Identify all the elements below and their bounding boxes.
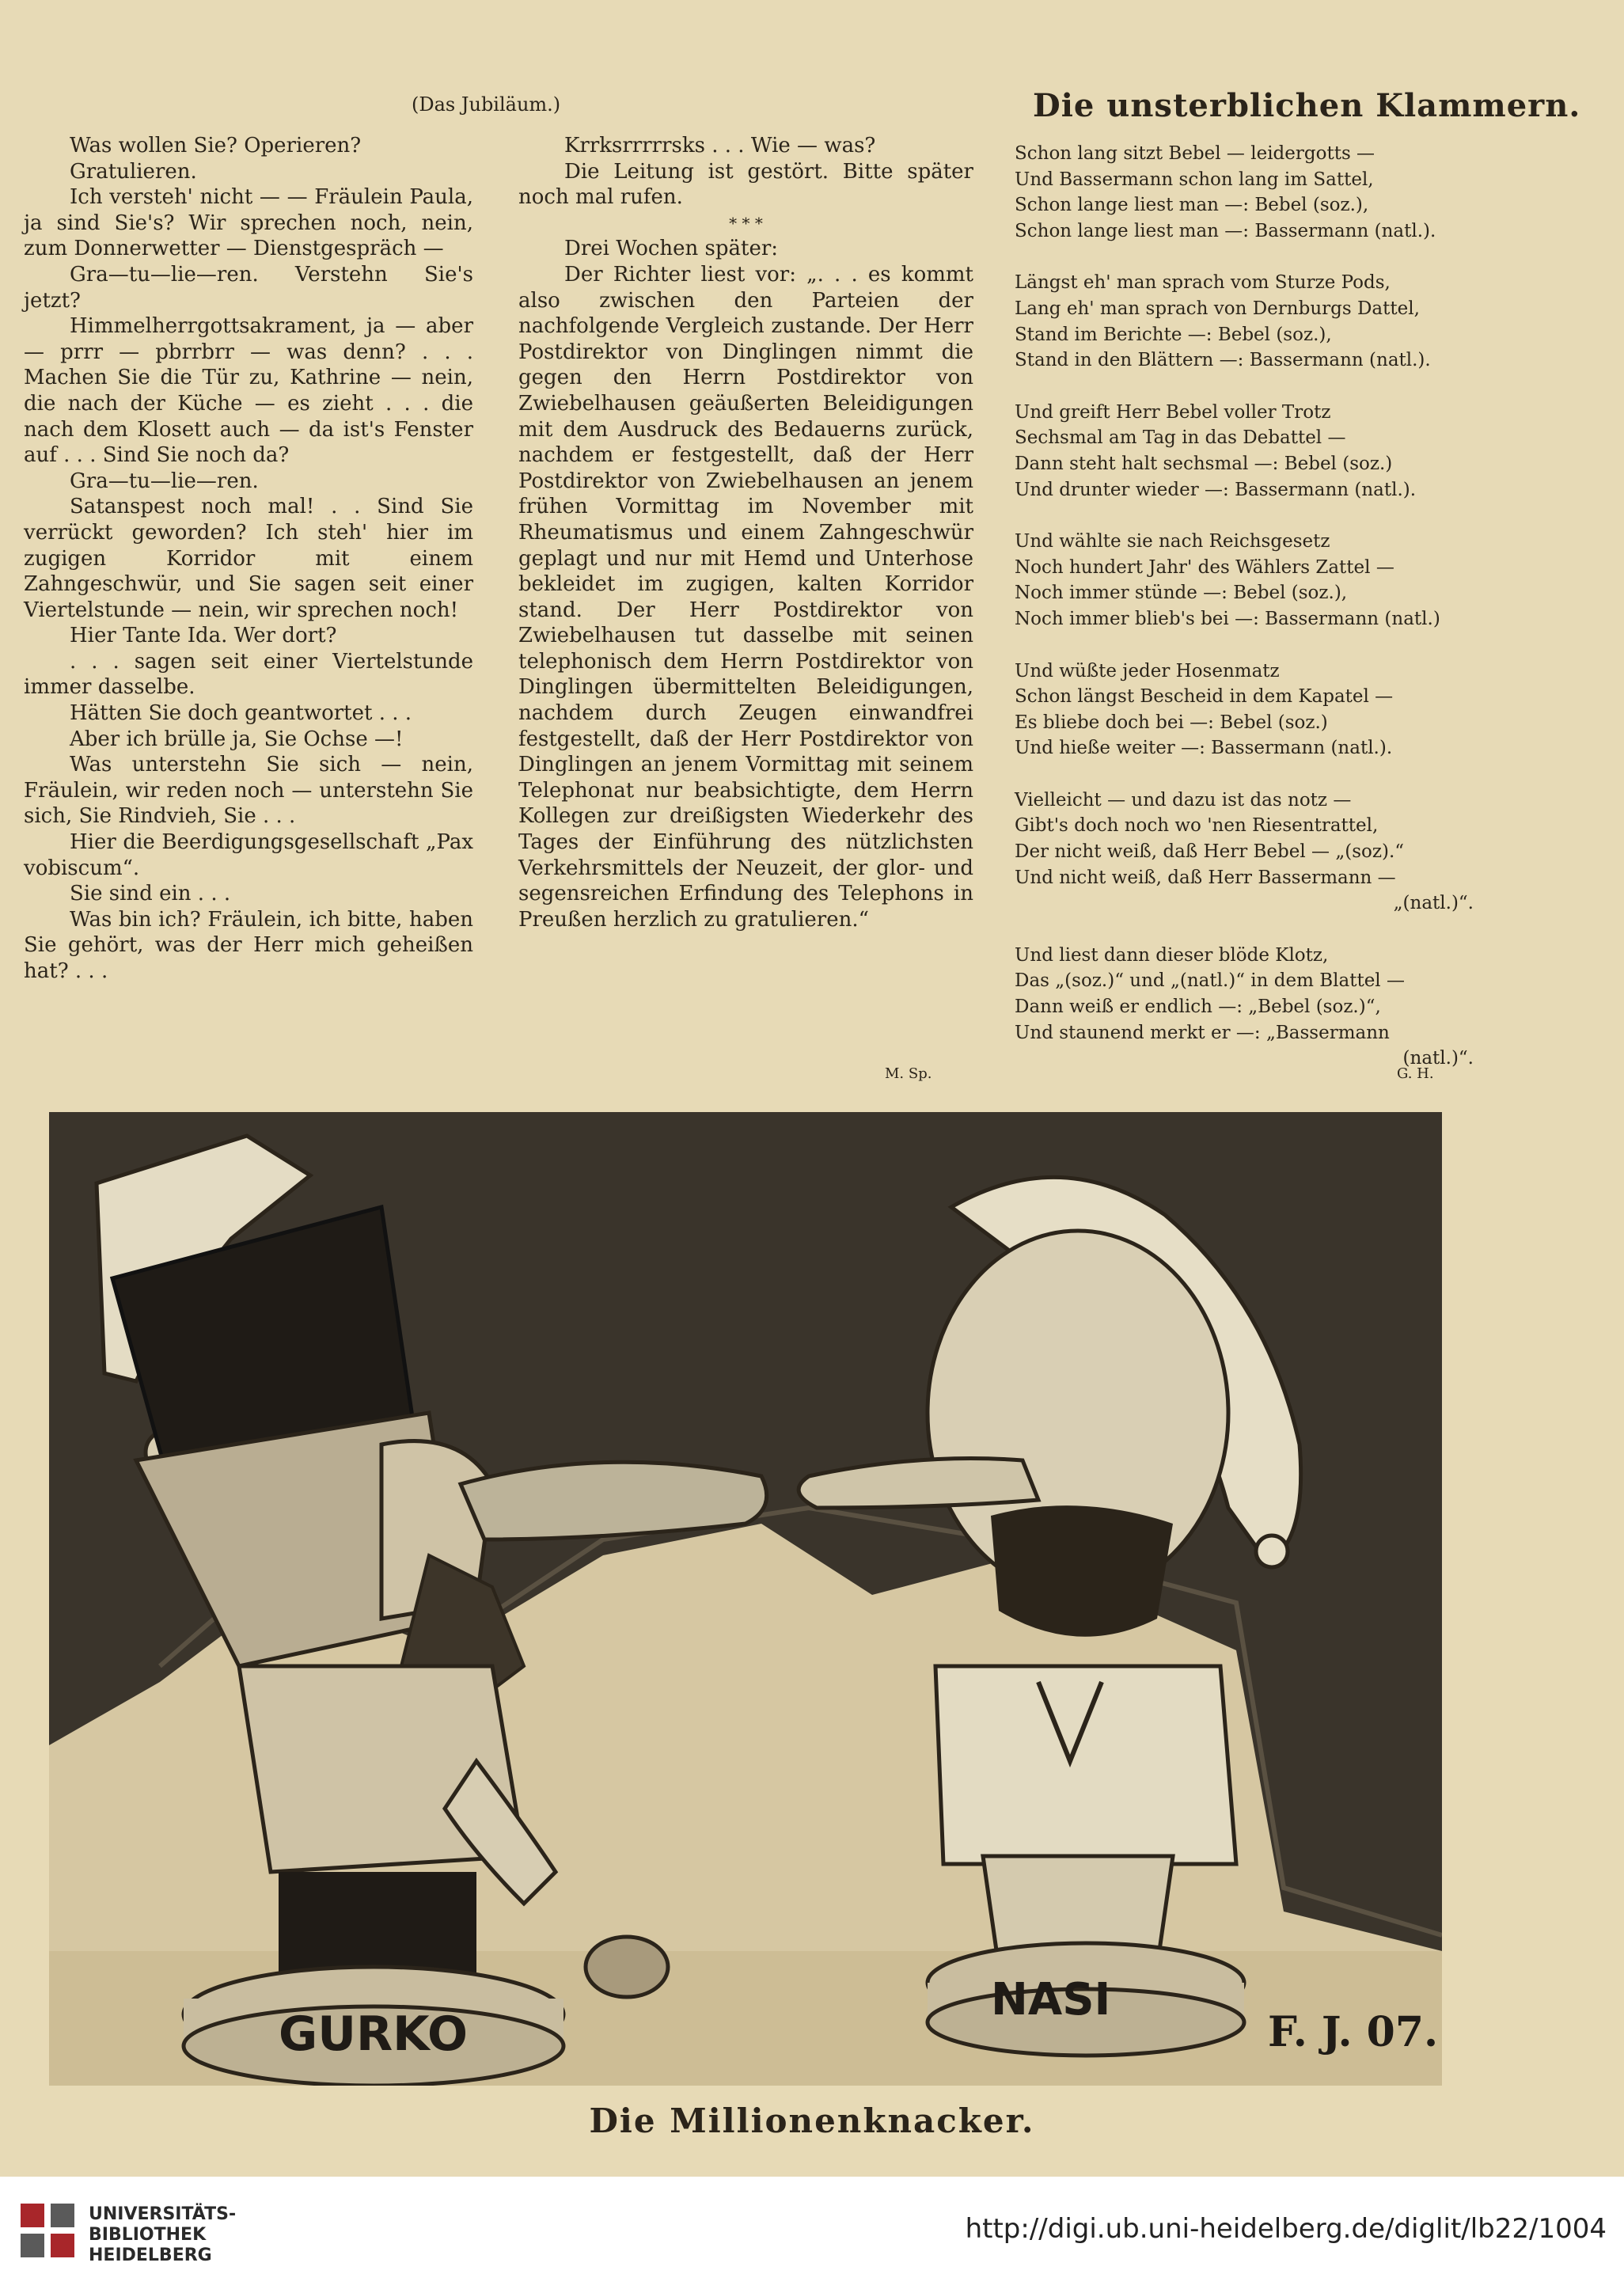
verse-line: Schon längst Bescheid in dem Kapatel — (1015, 686, 1394, 708)
stanza (1015, 943, 1474, 1072)
library-name-line: BIBLIOTHEK (89, 2225, 207, 2245)
paragraph: Was bin ich? Fräulein, ich bitte, haben Sie gehört, was der Herr mich geheißen hat? . . . (24, 907, 473, 983)
verse-line: (natl.)“. (1402, 1048, 1474, 1069)
paragraph: Der Richter liest vor: „. . . es kommt also zwischen den Parteien der nachfolgende Vergleich zustande. Der Herr Postdirektor von Dinglingen nimmt die gegen den Herrn Postdirektor von Zwiebelhausen geäußerten Beleidigungen mit dem Ausdruck des Bedauerns zurück, nachdem er festgestellt, daß der Herr Postdirektor von Zwiebelhausen an jenem frühen Vormittag im November mit Rheumatismus und einem Zahngeschwür geplagt und nur mit Hemd und Unterhose bekleidet im zugigen, kalten Korridor stand. Der Herr Postdirektor von Zwiebelhausen tut dasselbe mit seinen telephonisch dem Herrn Postdirektor von Dinglingen übermittelten Beleidigungen, nachdem durch Zeugen einwandfrei festgestellt, daß der Herr Postdirektor von Dinglingen an jenem Vormittag mit seinem Telephonat nur beabsichtigte, dem Herrn Kollegen zur dreißigsten Wiederkehr des Tages der Einführung des nützlichsten Verkehrsmittels der Neuzeit, der glor- und segensreichen Erfindung des Telephons in Preußen herzlich zu gratulieren.“ (518, 262, 973, 932)
paragraph: Krrksrrrrrsks . . . Wie — was? (564, 134, 876, 158)
stanza (1015, 141, 1474, 244)
label-nasi: NASI (991, 1974, 1111, 2025)
verse-line: Stand in den Blättern —: Bassermann (natl.). (1015, 350, 1431, 371)
library-name-line: HEIDELBERG (89, 2246, 212, 2265)
paragraph: Ich versteh' nicht — — Fräulein Paula, ja sind Sie's? Wir sprechen noch, nein, zum Donnerwetter — Dienstgespräch — (24, 185, 473, 261)
walnut (586, 1937, 668, 1997)
text-column-2 (518, 133, 973, 932)
paragraph: Gra—tu—lie—ren. Verstehn Sie's jetzt? (24, 262, 473, 313)
paragraph: Gra—tu—lie—ren. (70, 469, 259, 493)
nutcracker-illustration (49, 1112, 1442, 2086)
library-name-line: UNIVERSITÄTS- (89, 2204, 237, 2224)
verse-line: Und hieße weiter —: Bassermann (natl.). (1015, 738, 1393, 759)
paragraph: Hätten Sie doch geantwortet . . . (70, 701, 412, 726)
paragraph: Gratulieren. (70, 159, 197, 184)
stanza (1015, 659, 1474, 761)
source-url-link[interactable]: http://digi.ub.uni-heidelberg.de/diglit/lb22/1004 (965, 2213, 1607, 2245)
paragraph: Hier die Beerdigungsgesellschaft „Pax vobiscum“. (24, 830, 473, 880)
paragraph: Die Leitung ist gestört. Bitte später noch mal rufen. (518, 159, 973, 210)
verse-line: Und nicht weiß, daß Herr Bassermann — (1015, 867, 1396, 888)
poem-title: Die unsterblichen Klammern. (1033, 87, 1581, 124)
verse-line: Und greift Herr Bebel voller Trotz (1015, 401, 1331, 423)
verse-line: Und Bassermann schon lang im Sattel, (1015, 169, 1374, 190)
verse-line: Schon lange liest man —: Bebel (soz.), (1015, 195, 1369, 216)
signature: G. H. (1397, 1065, 1434, 1082)
paragraph: Was wollen Sie? Operieren? (70, 134, 362, 158)
paragraph: Satanspest noch mal! . . Sind Sie verrückt geworden? Ich steh' hier im zugigen Korridor mit einem Zahngeschwür, und Sie sagen seit einer Viertelstunde — nein, wir sprechen noch! (24, 495, 473, 622)
signature: M. Sp. (885, 1065, 932, 1082)
verse-line: Schon lange liest man —: Bassermann (natl.). (1015, 220, 1436, 241)
verse-line: Und wählte sie nach Reichsgesetz (1015, 531, 1330, 552)
cartoon-illustration (49, 1112, 1442, 2086)
stanza (1015, 270, 1474, 373)
paragraph: Was unterstehn Sie sich — nein, Fräulein, wir reden noch — unterstehn Sie sich, Sie Rindvieh, Sie . . . (24, 753, 473, 829)
verse-line: „(natl.)“. (1393, 893, 1474, 914)
label-gurko: GURKO (279, 2006, 468, 2062)
verse-line: Es bliebe doch bei —: Bebel (soz.) (1015, 712, 1328, 733)
verse-line: Noch immer blieb's bei —: Bassermann (natl.) (1015, 608, 1440, 629)
paragraph: Drei Wochen später: (564, 237, 779, 261)
verse-line: Noch hundert Jahr' des Wählers Zattel — (1015, 556, 1394, 578)
verse-line: Schon lang sitzt Bebel — leidergotts — (1015, 143, 1375, 164)
verse-line: Und wüßte jeder Hosenmatz (1015, 660, 1280, 681)
library-name (89, 2204, 236, 2266)
text-column-1 (24, 133, 473, 985)
verse-line: Und drunter wieder —: Bassermann (natl.). (1015, 479, 1417, 500)
stanza (1015, 400, 1474, 503)
cartoon-caption: Die Millionenknacker. (589, 2101, 1035, 2140)
verse-line: Vielleicht — und dazu ist das notz — (1015, 789, 1352, 811)
paragraph: Aber ich brülle ja, Sie Ochse —! (70, 727, 404, 751)
verse-line: Und staunend merkt er —: „Bassermann (1015, 1022, 1390, 1043)
verse-line: Der nicht weiß, daß Herr Bebel — „(soz).“ (1015, 841, 1405, 863)
section-divider: * * * (729, 213, 763, 233)
paragraph: Himmelherrgottsakrament, ja — aber — prrr — pbrrbrr — was denn? . . . Machen Sie die Tür zu, Kathrine — nein, die nach der Küche — es zieht . . . die nach dem Klosett auch — da ist's Fenster auf . . . Sind Sie noch da? (24, 314, 473, 468)
verse-line: Dann weiß er endlich —: „Bebel (soz.)“, (1015, 997, 1381, 1018)
artist-signature: F. J. 07. (1268, 2008, 1439, 2056)
verse-line: Lang eh' man sprach von Dernburgs Dattel, (1015, 298, 1420, 319)
university-library-logo-icon (17, 2200, 81, 2264)
running-title: (Das Jubiläum.) (412, 93, 561, 116)
poem-column (1015, 141, 1474, 1072)
paragraph: Sie sind ein . . . (70, 882, 231, 906)
verse-line: Und liest dann dieser blöde Klotz, (1015, 944, 1329, 966)
verse-line: Noch immer stünde —: Bebel (soz.), (1015, 583, 1348, 604)
stanza (1015, 788, 1474, 917)
verse-line: Das „(soz.)“ und „(natl.)“ in dem Blattel — (1015, 970, 1405, 992)
verse-line: Dann steht halt sechsmal —: Bebel (soz.) (1015, 453, 1393, 474)
verse-line: Stand im Berichte —: Bebel (soz.), (1015, 324, 1332, 345)
stanza (1015, 529, 1474, 632)
paragraph: Hier Tante Ida. Wer dort? (70, 624, 337, 648)
paragraph: . . . sagen seit einer Viertelstunde immer dasselbe. (24, 649, 473, 700)
verse-line: Gibt's doch noch wo 'nen Riesentrattel, (1015, 815, 1379, 837)
verse-line: Längst eh' man sprach vom Sturze Pods, (1015, 272, 1391, 294)
verse-line: Sechsmal am Tag in das Debattel — (1015, 427, 1346, 449)
